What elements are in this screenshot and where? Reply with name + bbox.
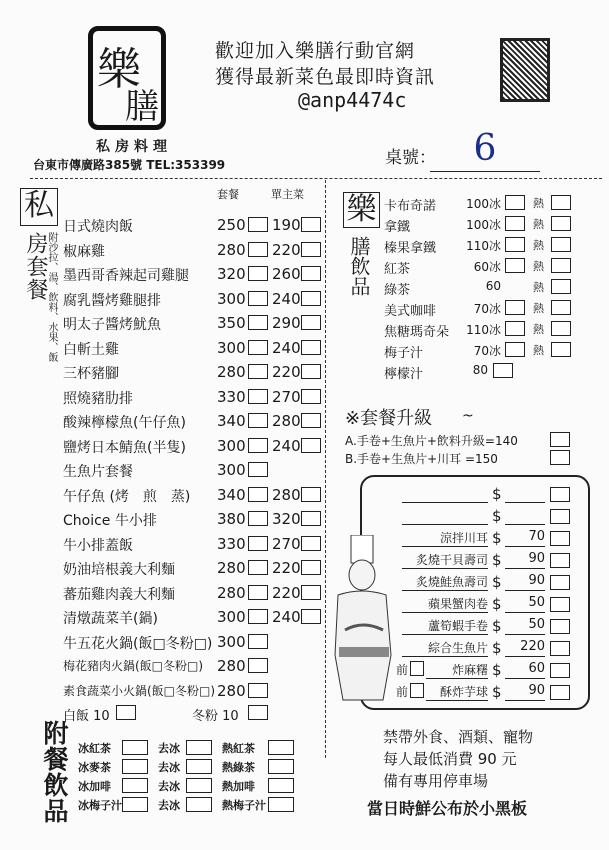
side-drink-label: 冰梅子汁 bbox=[78, 799, 122, 812]
side-drinks-title: 附餐飲品 bbox=[40, 720, 69, 824]
side-drink-label: 去冰 bbox=[158, 780, 180, 793]
cold-checkbox[interactable] bbox=[505, 216, 525, 231]
single-price: 320 bbox=[272, 510, 301, 528]
vermicelli-checkbox[interactable] bbox=[248, 705, 268, 720]
single-price: 220 bbox=[272, 240, 301, 259]
a-la-carte-checkbox[interactable] bbox=[550, 531, 570, 546]
single-checkbox[interactable] bbox=[301, 560, 321, 575]
cold-checkbox[interactable] bbox=[505, 258, 525, 273]
side-drink-label: 熱梅子汁 bbox=[222, 799, 266, 812]
menu-item-name: 生魚片套餐 bbox=[63, 464, 133, 480]
menu-item-name: 午仔魚 (烤 煎 蒸) bbox=[63, 488, 191, 505]
divider bbox=[325, 180, 326, 758]
currency-sign: $ bbox=[492, 595, 502, 613]
set-checkbox[interactable] bbox=[248, 364, 268, 379]
hot-label: 熱 bbox=[533, 239, 544, 252]
set-menu-includes: 附沙拉、湯、飲料、水果、飯 bbox=[46, 232, 57, 362]
menu-item-name: 梅花豬肉火鍋(飯□冬粉□) bbox=[63, 659, 204, 673]
qr-code[interactable] bbox=[500, 38, 550, 102]
a-la-carte-price: 90 bbox=[505, 683, 545, 701]
a-la-carte-checkbox[interactable] bbox=[550, 641, 570, 656]
side-drink-label: 去冰 bbox=[158, 799, 180, 812]
a-la-carte-price: 50 bbox=[505, 595, 545, 613]
set-checkbox[interactable] bbox=[248, 609, 268, 624]
drink-price: 110冰 bbox=[466, 323, 501, 337]
currency-sign: $ bbox=[492, 551, 502, 569]
set-checkbox[interactable] bbox=[248, 683, 268, 698]
side-drink-checkbox[interactable] bbox=[186, 759, 212, 774]
currency-sign: $ bbox=[492, 661, 502, 679]
a-la-carte-checkbox[interactable] bbox=[550, 575, 570, 590]
a-la-carte-name: 炸麻糬 bbox=[426, 661, 488, 679]
set-checkbox[interactable] bbox=[248, 536, 268, 551]
notice: 禁帶外食、酒類、寵物 bbox=[383, 728, 534, 746]
side-drink-checkbox[interactable] bbox=[268, 759, 294, 774]
hot-checkbox[interactable] bbox=[551, 237, 571, 252]
hot-label: 熱 bbox=[533, 197, 544, 210]
side-drink-checkbox[interactable] bbox=[186, 778, 212, 793]
set-checkbox[interactable] bbox=[248, 291, 268, 306]
side-drink-label: 去冰 bbox=[158, 742, 180, 755]
drink-name: 拿鐵 bbox=[384, 220, 411, 235]
hot-checkbox[interactable] bbox=[551, 342, 571, 357]
hot-checkbox[interactable] bbox=[551, 321, 571, 336]
side-drink-checkbox[interactable] bbox=[122, 778, 148, 793]
upgrade-option-b: B.手卷+生魚片+川耳 =150 bbox=[345, 452, 498, 466]
a-la-carte-name: 綜合生魚片 bbox=[402, 639, 488, 657]
a-la-carte-price bbox=[505, 507, 545, 525]
a-la-carte-name: 涼拌川耳 bbox=[402, 529, 488, 547]
side-drink-label: 熱加啡 bbox=[222, 780, 255, 793]
single-price: 240 bbox=[272, 289, 301, 308]
set-checkbox[interactable] bbox=[248, 585, 268, 600]
single-checkbox[interactable] bbox=[301, 585, 321, 600]
menu-item-name: 清燉蔬菜羊(鍋) bbox=[63, 611, 158, 627]
drink-name: 梅子汁 bbox=[384, 346, 424, 361]
single-checkbox[interactable] bbox=[301, 291, 321, 306]
cold-checkbox[interactable] bbox=[505, 237, 525, 252]
single-checkbox[interactable] bbox=[301, 511, 321, 526]
logo bbox=[88, 26, 166, 130]
side-drink-checkbox[interactable] bbox=[186, 740, 212, 755]
set-price: 280 bbox=[217, 240, 246, 259]
a-la-carte-checkbox[interactable] bbox=[550, 487, 570, 502]
drinks-badge: 樂 bbox=[343, 192, 380, 228]
single-price: 280 bbox=[272, 412, 301, 430]
currency-sign: $ bbox=[492, 507, 502, 525]
set-price: 280 bbox=[217, 363, 246, 381]
set-price: 250 bbox=[217, 216, 246, 234]
hot-label: 熱 bbox=[533, 260, 544, 273]
drink-price: 100冰 bbox=[466, 218, 501, 232]
drink-name: 卡布奇諾 bbox=[384, 199, 437, 214]
logo-char: 膳 bbox=[125, 87, 159, 127]
set-checkbox[interactable] bbox=[248, 511, 268, 526]
side-drink-checkbox[interactable] bbox=[122, 759, 148, 774]
drink-price: 60冰 bbox=[473, 260, 501, 274]
single-price: 220 bbox=[272, 363, 301, 381]
hot-label: 熱 bbox=[533, 344, 544, 357]
menu-item-name: 素食蔬菜小火鍋(飯□冬粉□) bbox=[63, 683, 216, 698]
single-price: 290 bbox=[272, 314, 301, 332]
drinks-title: 膳飲品 bbox=[347, 236, 371, 296]
single-checkbox[interactable] bbox=[301, 364, 321, 379]
set-checkbox[interactable] bbox=[248, 340, 268, 355]
single-checkbox[interactable] bbox=[301, 242, 321, 257]
set-checkbox[interactable] bbox=[248, 315, 268, 330]
a-la-carte-name: 酥炸芋球 bbox=[426, 683, 488, 701]
drink-name: 檸檬汁 bbox=[384, 367, 424, 382]
side-drink-label: 去冰 bbox=[158, 761, 180, 774]
currency-sign: $ bbox=[492, 529, 502, 547]
single-checkbox[interactable] bbox=[301, 438, 321, 453]
a-la-carte-price bbox=[505, 485, 545, 503]
single-price: 240 bbox=[272, 436, 301, 455]
set-price: 280 bbox=[217, 657, 246, 675]
single-price: 190 bbox=[272, 216, 301, 234]
menu-item-name: 墨西哥香辣起司雞腿 bbox=[63, 268, 189, 284]
a-la-carte-price: 50 bbox=[505, 617, 545, 635]
col-single: 單主菜 bbox=[271, 188, 304, 201]
single-checkbox[interactable] bbox=[301, 315, 321, 330]
set-price: 330 bbox=[217, 534, 246, 553]
drink-name: 紅茶 bbox=[384, 262, 411, 277]
a-la-carte-checkbox[interactable] bbox=[550, 663, 570, 678]
prefix-label: 前 bbox=[396, 685, 409, 699]
side-drink-label: 熱綠茶 bbox=[222, 761, 255, 774]
set-checkbox[interactable] bbox=[248, 217, 268, 232]
drink-price: 60 bbox=[485, 279, 501, 293]
menu-item-name: 明太子醬烤魷魚 bbox=[63, 317, 161, 333]
side-drink-checkbox[interactable] bbox=[186, 797, 212, 812]
single-checkbox[interactable] bbox=[301, 413, 321, 428]
a-la-carte-name: 炙燒干貝壽司 bbox=[402, 551, 488, 569]
menu-item-name: 鹽烤日本鯖魚(半隻) bbox=[63, 439, 186, 456]
menu-item-name: 奶油培根義大利麵 bbox=[63, 562, 175, 578]
menu-item-name: 三杯豬腳 bbox=[63, 366, 119, 382]
side-drink-checkbox[interactable] bbox=[122, 797, 148, 812]
set-price: 300 bbox=[217, 338, 246, 357]
menu-item-name: 牛五花火鍋(飯□冬粉□) bbox=[63, 635, 213, 652]
set-checkbox[interactable] bbox=[248, 658, 268, 673]
side-drink-label: 冰紅茶 bbox=[78, 742, 111, 755]
cold-checkbox[interactable] bbox=[493, 363, 513, 378]
cold-checkbox[interactable] bbox=[505, 300, 525, 315]
single-checkbox[interactable] bbox=[301, 609, 321, 624]
drink-name: 榛果拿鐵 bbox=[384, 241, 437, 256]
set-checkbox[interactable] bbox=[248, 634, 268, 649]
rice-label: 白飯 10 bbox=[63, 709, 110, 724]
hot-checkbox[interactable] bbox=[551, 279, 571, 294]
menu-item-name: 牛小排蓋飯 bbox=[63, 537, 133, 554]
vermicelli-label: 冬粉 10 bbox=[192, 709, 239, 724]
prefix-label: 前 bbox=[396, 663, 409, 677]
currency-sign: $ bbox=[492, 485, 502, 503]
logo-char: 樂 bbox=[97, 44, 141, 95]
drink-name: 焦糖瑪奇朵 bbox=[384, 325, 450, 340]
single-price: 240 bbox=[272, 338, 301, 357]
set-checkbox[interactable] bbox=[248, 560, 268, 575]
side-drink-checkbox[interactable] bbox=[268, 797, 294, 812]
single-price: 270 bbox=[272, 387, 301, 406]
single-checkbox[interactable] bbox=[301, 266, 321, 281]
set-price: 320 bbox=[217, 265, 246, 283]
set-price: 300 bbox=[217, 632, 246, 651]
upgrade-tilde: ~ bbox=[462, 408, 474, 424]
set-price: 330 bbox=[217, 387, 246, 406]
set-price: 280 bbox=[217, 559, 246, 577]
single-price: 260 bbox=[272, 265, 301, 283]
table-label: 桌號： bbox=[385, 148, 436, 168]
a-la-carte-name bbox=[402, 485, 488, 503]
set-checkbox[interactable] bbox=[248, 266, 268, 281]
single-price: 280 bbox=[272, 485, 301, 504]
menu-item-name: 腐乳醬烤雞腿排 bbox=[63, 292, 161, 309]
drink-price: 80 bbox=[472, 363, 488, 377]
welcome-line-2: 獲得最新菜色最即時資訊 bbox=[215, 66, 436, 88]
set-price: 280 bbox=[217, 583, 246, 602]
blackboard-note: 當日時鮮公布於小黑板 bbox=[367, 799, 528, 818]
menu-item-name: 照燒豬肋排 bbox=[63, 390, 133, 407]
drink-price: 100冰 bbox=[466, 197, 501, 211]
subtitle: 私房料理 bbox=[96, 139, 172, 155]
notice: 備有專用停車場 bbox=[383, 772, 489, 790]
set-price: 380 bbox=[217, 510, 246, 528]
single-price: 220 bbox=[272, 559, 301, 577]
currency-sign: $ bbox=[492, 639, 502, 657]
table-number[interactable]: 6 bbox=[430, 128, 540, 172]
hot-checkbox[interactable] bbox=[551, 258, 571, 273]
a-la-carte-name: 蘆筍蝦手卷 bbox=[402, 617, 488, 635]
single-price: 220 bbox=[272, 583, 301, 602]
drink-name: 美式咖啡 bbox=[384, 304, 437, 319]
side-drink-label: 熱紅茶 bbox=[222, 742, 255, 755]
a-la-carte-checkbox[interactable] bbox=[550, 597, 570, 612]
divider bbox=[30, 178, 602, 179]
hot-checkbox[interactable] bbox=[551, 195, 571, 210]
set-checkbox[interactable] bbox=[248, 389, 268, 404]
prefix-checkbox[interactable] bbox=[410, 683, 424, 698]
a-la-carte-price: 70 bbox=[505, 529, 545, 547]
set-checkbox[interactable] bbox=[248, 487, 268, 502]
set-checkbox[interactable] bbox=[248, 413, 268, 428]
currency-sign: $ bbox=[492, 573, 502, 591]
hot-checkbox[interactable] bbox=[551, 216, 571, 231]
drink-price: 70冰 bbox=[473, 344, 501, 358]
single-checkbox[interactable] bbox=[301, 340, 321, 355]
single-price: 270 bbox=[272, 534, 301, 553]
menu-item-name: 日式燒肉飯 bbox=[63, 219, 133, 235]
menu-item-name: Choice 牛小排 bbox=[63, 513, 157, 529]
set-price: 300 bbox=[217, 436, 246, 455]
prefix-checkbox[interactable] bbox=[410, 661, 424, 676]
side-drink-label: 冰加啡 bbox=[78, 780, 111, 793]
upgrade-a-checkbox[interactable] bbox=[550, 432, 570, 447]
col-set: 套餐 bbox=[217, 188, 239, 201]
upgrade-title: ※套餐升級 bbox=[345, 408, 433, 429]
set-checkbox[interactable] bbox=[248, 438, 268, 453]
set-price: 300 bbox=[217, 289, 246, 308]
chef-illustration bbox=[333, 535, 395, 705]
drink-price: 70冰 bbox=[473, 302, 501, 316]
set-price: 350 bbox=[217, 314, 246, 332]
drink-name: 綠茶 bbox=[384, 283, 411, 298]
a-la-carte-checkbox[interactable] bbox=[550, 509, 570, 524]
menu-item-name: 蕃茄雞肉義大利麵 bbox=[63, 586, 175, 603]
rice-checkbox[interactable] bbox=[116, 705, 136, 720]
a-la-carte-checkbox[interactable] bbox=[550, 685, 570, 700]
set-price: 300 bbox=[217, 461, 246, 479]
set-price: 280 bbox=[217, 681, 246, 700]
a-la-carte-price: 220 bbox=[505, 639, 545, 657]
side-drink-checkbox[interactable] bbox=[268, 778, 294, 793]
single-checkbox[interactable] bbox=[301, 389, 321, 404]
side-drink-checkbox[interactable] bbox=[268, 740, 294, 755]
single-checkbox[interactable] bbox=[301, 536, 321, 551]
set-checkbox[interactable] bbox=[248, 462, 268, 477]
menu-item-name: 酸辣檸檬魚(午仔魚) bbox=[63, 415, 186, 431]
a-la-carte-name: 炙燒鮭魚壽司 bbox=[402, 573, 488, 591]
a-la-carte-checkbox[interactable] bbox=[550, 619, 570, 634]
hot-checkbox[interactable] bbox=[551, 300, 571, 315]
single-checkbox[interactable] bbox=[301, 217, 321, 232]
side-drink-label: 冰麥茶 bbox=[78, 761, 111, 774]
line-id: @anp4474c bbox=[298, 88, 407, 112]
hot-label: 熱 bbox=[533, 302, 544, 315]
currency-sign: $ bbox=[492, 617, 502, 635]
upgrade-b-checkbox[interactable] bbox=[550, 450, 570, 465]
cold-checkbox[interactable] bbox=[505, 342, 525, 357]
cold-checkbox[interactable] bbox=[505, 195, 525, 210]
set-price: 300 bbox=[217, 608, 246, 626]
set-checkbox[interactable] bbox=[248, 242, 268, 257]
single-price: 240 bbox=[272, 608, 301, 626]
drink-price: 110冰 bbox=[466, 239, 501, 253]
a-la-carte-price: 90 bbox=[505, 551, 545, 569]
hot-label: 熱 bbox=[533, 218, 544, 231]
cold-checkbox[interactable] bbox=[505, 321, 525, 336]
set-menu-badge: 私 bbox=[20, 188, 58, 226]
hot-label: 熱 bbox=[533, 281, 544, 294]
currency-sign: $ bbox=[492, 683, 502, 701]
a-la-carte-price: 60 bbox=[505, 661, 545, 679]
hot-label: 熱 bbox=[533, 323, 544, 336]
single-checkbox[interactable] bbox=[301, 487, 321, 502]
a-la-carte-checkbox[interactable] bbox=[550, 553, 570, 568]
address: 台東市傳廣路385號 TEL:353399 bbox=[33, 158, 226, 172]
notice: 每人最低消費 90 元 bbox=[383, 750, 517, 768]
set-price: 340 bbox=[217, 412, 246, 430]
welcome-line-1: 歡迎加入樂膳行動官網 bbox=[215, 40, 416, 62]
menu-item-name: 椒麻雞 bbox=[63, 243, 105, 260]
a-la-carte-price: 90 bbox=[505, 573, 545, 591]
side-drink-checkbox[interactable] bbox=[122, 740, 148, 755]
upgrade-option-a: A.手卷+生魚片+飲料升級=140 bbox=[345, 434, 518, 448]
a-la-carte-name bbox=[402, 507, 488, 525]
a-la-carte-name: 蘋果蟹肉卷 bbox=[402, 595, 488, 613]
set-price: 340 bbox=[217, 485, 246, 504]
menu-item-name: 白斬土雞 bbox=[63, 341, 119, 358]
set-menu-title: 房套餐 bbox=[23, 232, 48, 301]
